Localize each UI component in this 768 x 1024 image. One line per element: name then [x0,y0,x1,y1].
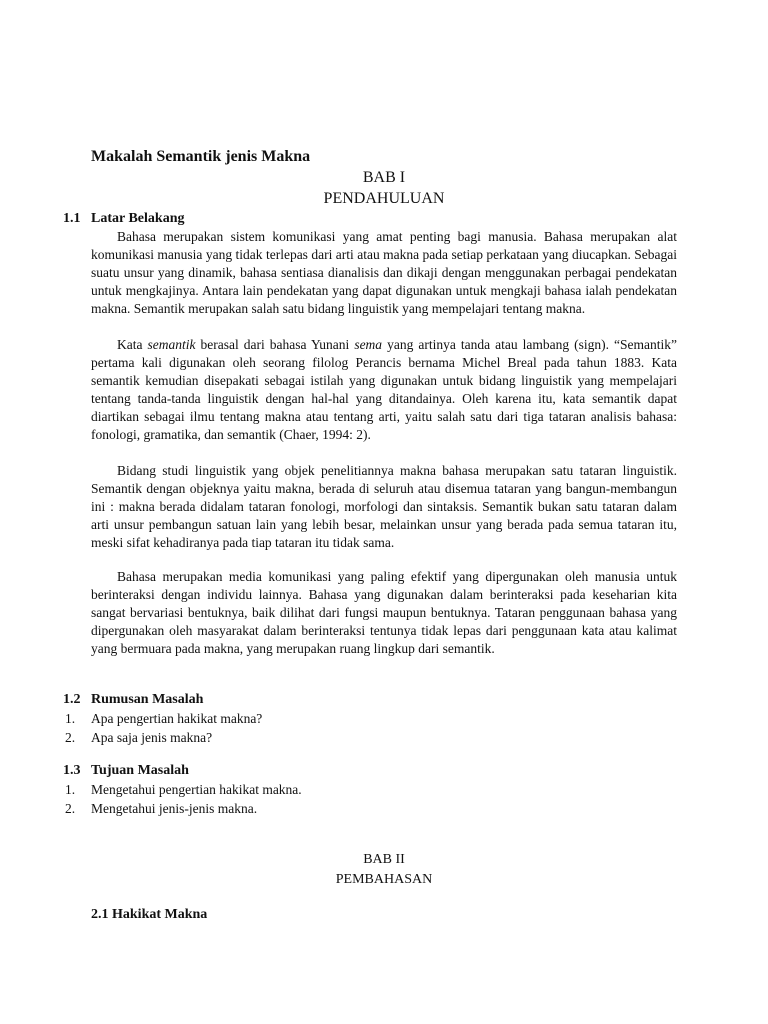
chapter-2-title: PEMBAHASAN [335,872,433,887]
document-title: Makalah Semantik jenis Makna [91,148,311,165]
section-1-2-heading [63,692,203,708]
paragraph-1: Bahasa merupakan sistem komunikasi yang amat penting bagi manusia. Bahasa merupakan alat komunikasi manusia yang tidak terlepas dari arti atau makna pada setiap perkataan yang diucapkan. Sebagai suatu unsur yang dinamik, bahasa sentiasa dianalisis dan dikaji dengan menggunakan perbagai pendekatan untuk mengkajinya. Antara lain pendekatan yang dapat digunakan untuk mengkaji bahasa ialah pendekatan makna. Semantik merupakan salah satu bidang linguistik yang mempelajari tentang makna. [91,229,677,316]
section-title: Rumusan Masalah [91,692,204,707]
section-1-1-heading [63,211,184,227]
section-1-3-heading [63,763,189,779]
section-number: 1.1 [63,211,81,226]
chapter-2-heading: BAB II [363,852,405,867]
paragraph-3: Bidang studi linguistik yang objek penelitiannya makna bahasa merupakan satu tataran linguistik. Semantik dengan objeknya yaitu makna, berada di seluruh atau disemua tataran yang bangun-membangun ini : makna berada didalam tataran fonologi, morfologi dan sintaksis. Semantik bukan satu tataran dalam arti unsur pembangun satuan lain yang lebih besar, melainkan unsur yang berada pada semua tataran itu, meski sifat kehadiranya pada tiap tataran itu tidak sama. [91,463,677,550]
list-item: 2. Mengetahui jenis-jenis makna. [65,800,258,816]
list-item: 2. Apa saja jenis makna? [65,729,213,745]
list-item: 1. Mengetahui pengertian hakikat makna. [65,782,302,797]
objectives-list [65,781,675,818]
list-item: 1. Apa pengertian hakikat makna? [65,711,263,726]
section-number: 1.3 [63,763,81,778]
term-sema: sema [354,337,383,352]
chapter-1-heading: BAB I [362,169,406,186]
term-semantik: semantik [147,337,196,352]
section-number: 1.2 [63,692,81,707]
paragraph-2: Kata semantik berasal dari bahasa Yunani sema yang artinya tanda atau lambang (sign). “Semantik” pertama kali digunakan oleh seorang filolog Perancis bernama Michel Breal pada tahun 1883. Kata semantik kemudian disepakati sebagai istilah yang digunakan untuk bidang linguistik yang mempelajari tentang tanda-tanda linguistik dengan hal-hal yang ditandainya. Oleh karena itu, kata semantik dapat diartikan sebagai ilmu tentang makna atau tentang arti, yaitu salah satu dari tiga tataran analisis bahasa: fonologi, gramatika, dan semantik (Chaer, 1994: 2). [91,337,677,442]
chapter-1-title: PENDAHULUAN [323,190,445,207]
section-title: Latar Belakang [91,211,185,226]
section-2-1-heading: 2.1 Hakikat Makna [91,907,208,922]
research-questions-list [65,710,675,747]
section-title: Tujuan Masalah [91,763,189,778]
paragraph-4: Bahasa merupakan media komunikasi yang paling efektif yang dipergunakan oleh manusia untuk berinteraksi dengan individu lainnya. Bahasa yang digunakan dalam berinteraksi pada keseharian kita sangat bervariasi bentuknya, baik dilihat dari fungsi maupun bentuknya. Tataran penggunaan bahasa yang dipergunakan oleh masyarakat dalam berinteraksi tentunya tidak lepas dari penggunaan kata atau kalimat yang bermuara pada makna, yang merupakan ruang lingkup dari semantik. [91,569,677,656]
